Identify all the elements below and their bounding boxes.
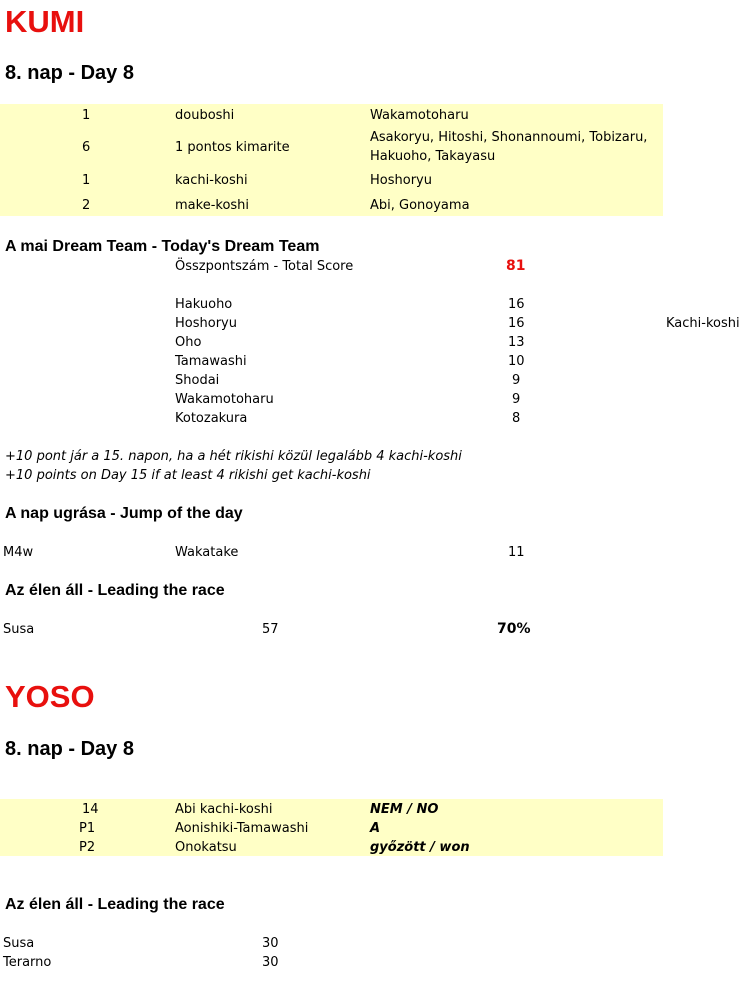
question-id: P1 xyxy=(79,821,96,836)
summary-count: 2 xyxy=(82,198,91,213)
summary-names: Hoshoryu xyxy=(370,173,432,188)
yoso-questions-band xyxy=(0,799,663,856)
question-text: Abi kachi-koshi xyxy=(175,802,273,817)
dream-team-name: Hakuoho xyxy=(175,297,233,312)
summary-category: kachi-koshi xyxy=(175,173,248,188)
summary-names: Asakoryu, Hitoshi, Shonannoumi, Tobizaru, Hakuoho, Takayasu xyxy=(370,130,648,164)
summary-category: douboshi xyxy=(175,108,235,123)
kumi-day-heading: 8. nap - Day 8 xyxy=(5,62,134,84)
jump-rank: M4w xyxy=(3,545,34,560)
dream-team-name: Hoshoryu xyxy=(175,316,237,331)
yoso-day-heading: 8. nap - Day 8 xyxy=(5,738,134,760)
dream-team-name: Tamawashi xyxy=(175,354,247,369)
kumi-leader-score: 57 xyxy=(262,622,279,637)
total-score-value: 81 xyxy=(506,258,526,274)
question-text: Onokatsu xyxy=(175,840,237,855)
total-score-label: Összpontszám - Total Score xyxy=(175,259,354,274)
question-id: 14 xyxy=(82,802,99,817)
summary-count: 1 xyxy=(82,108,91,123)
dream-team-score: 8 xyxy=(512,411,521,426)
dream-team-score: 16 xyxy=(508,297,525,312)
summary-count: 1 xyxy=(82,173,91,188)
dream-team-heading: A mai Dream Team - Today's Dream Team xyxy=(5,238,320,255)
yoso-title: YOSO xyxy=(5,679,95,714)
bonus-note-hu: +10 pont jár a 15. napon, ha a hét rikishi közül legalább 4 kachi-koshi xyxy=(5,449,462,464)
dream-team-name: Kotozakura xyxy=(175,411,248,426)
yoso-leader-score: 30 xyxy=(262,936,279,951)
summary-category: make-koshi xyxy=(175,198,250,213)
jump-name: Wakatake xyxy=(175,545,239,560)
question-id: P2 xyxy=(79,840,96,855)
dream-team-name: Wakamotoharu xyxy=(175,392,274,407)
kumi-leader-name: Susa xyxy=(3,622,35,637)
dream-team-note: Kachi-koshi xyxy=(666,316,740,331)
dream-team-score: 13 xyxy=(508,335,525,350)
yoso-leader-name: Susa xyxy=(3,936,35,951)
question-answer: NEM / NO xyxy=(370,802,439,817)
yoso-leading-heading: Az élen áll - Leading the race xyxy=(5,896,225,913)
kumi-leading-heading: Az élen áll - Leading the race xyxy=(5,582,225,599)
kumi-title: KUMI xyxy=(5,4,85,39)
question-text: Aonishiki-Tamawashi xyxy=(175,821,309,836)
yoso-leader-score: 30 xyxy=(262,955,279,970)
summary-category: 1 pontos kimarite xyxy=(175,140,290,155)
summary-names: Wakamotoharu xyxy=(370,108,469,123)
yoso-leader-name: Terarno xyxy=(3,955,52,970)
dream-team-name: Oho xyxy=(175,335,202,350)
dream-team-name: Shodai xyxy=(175,373,220,388)
dream-team-score: 10 xyxy=(508,354,525,369)
summary-names: Abi, Gonoyama xyxy=(370,198,470,213)
summary-count: 6 xyxy=(82,140,91,155)
kumi-leader-percent: 70% xyxy=(497,621,531,637)
jump-score: 11 xyxy=(508,545,525,560)
bonus-note-en: +10 points on Day 15 if at least 4 rikishi get kachi-koshi xyxy=(5,468,371,483)
dream-team-score: 9 xyxy=(512,373,521,388)
question-answer: győzött / won xyxy=(370,840,470,855)
jump-heading: A nap ugrása - Jump of the day xyxy=(5,505,243,522)
dream-team-score: 16 xyxy=(508,316,525,331)
question-answer: A xyxy=(370,821,381,836)
dream-team-score: 9 xyxy=(512,392,521,407)
